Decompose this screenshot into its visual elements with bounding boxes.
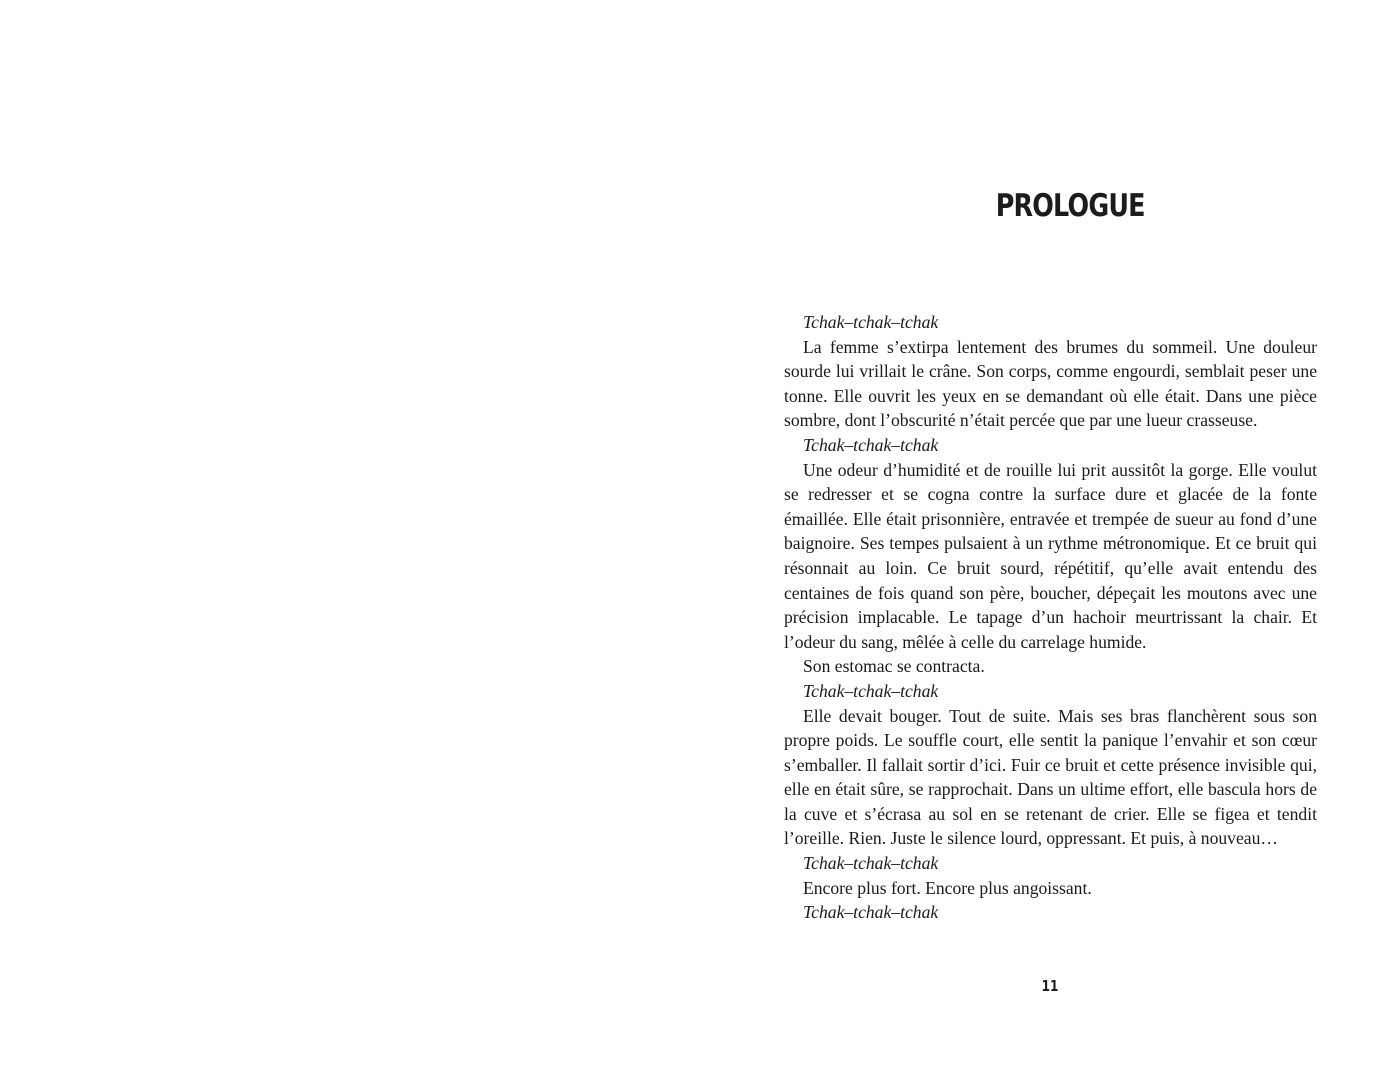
paragraph: Tchak–tchak–tchak <box>803 680 939 701</box>
paragraph: Son estomac se contracta. <box>803 656 985 677</box>
chapter-title: PROLOGUE <box>995 188 1145 224</box>
paragraph: Elle devait bouger. Tout de suite. Mais ses bras flanchèrent sous son propre poids. Le souffle court, elle sentit la panique l’envahir et son cœur s’emballer. Il fallait sortir d’ici. Fuir ce bruit et cette présence invisible qui, elle en était sûre, se rapprochait. Dans un ultime effort, elle bascula hors de la cuve et s’écrasa au sol en se retenant de crier. Elle se figea et tendit l’oreille. Rien. Juste le silence lourd, oppressant. Et puis, à nouveau… <box>784 705 1317 849</box>
paragraph: Une odeur d’humidité et de rouille lui prit aussitôt la gorge. Elle voulut se redresser et se cogna contre la surface dure et glacée de la fonte émaillée. Elle était prisonnière, entravée et trempée de sueur au fond d’une baignoire. Ses tempes pulsaient à un rythme métronomique. Et ce bruit qui résonnait au loin. Ce bruit sourd, répétitif, qu’elle avait entendu des centaines de fois quand son père, boucher, dépeçait les moutons avec une précision implacable. Le tapage d’un hachoir meurtrissant la chair. Et l’odeur du sang, mêlée à celle du carrelage humide. <box>784 459 1317 652</box>
prologue-text <box>784 310 1317 925</box>
right-page <box>700 0 1400 1075</box>
page-number: 11 <box>1041 977 1059 995</box>
paragraph: Tchak–tchak–tchak <box>803 312 939 332</box>
paragraph: Tchak–tchak–tchak <box>803 853 939 874</box>
paragraph: Tchak–tchak–tchak <box>803 902 939 923</box>
paragraph: La femme s’extirpa lentement des brumes du sommeil. Une douleur sourde lui vrillait le crâne. Son corps, comme engourdi, semblait peser une tonne. Elle ouvrit les yeux en se demandant où elle était. Dans une pièce sombre, dont l’obscurité n’était percée que par une lueur crasseuse. <box>784 336 1317 431</box>
paragraph: Tchak–tchak–tchak <box>803 434 939 455</box>
paragraph: Encore plus fort. Encore plus angoissant. <box>803 877 1092 898</box>
